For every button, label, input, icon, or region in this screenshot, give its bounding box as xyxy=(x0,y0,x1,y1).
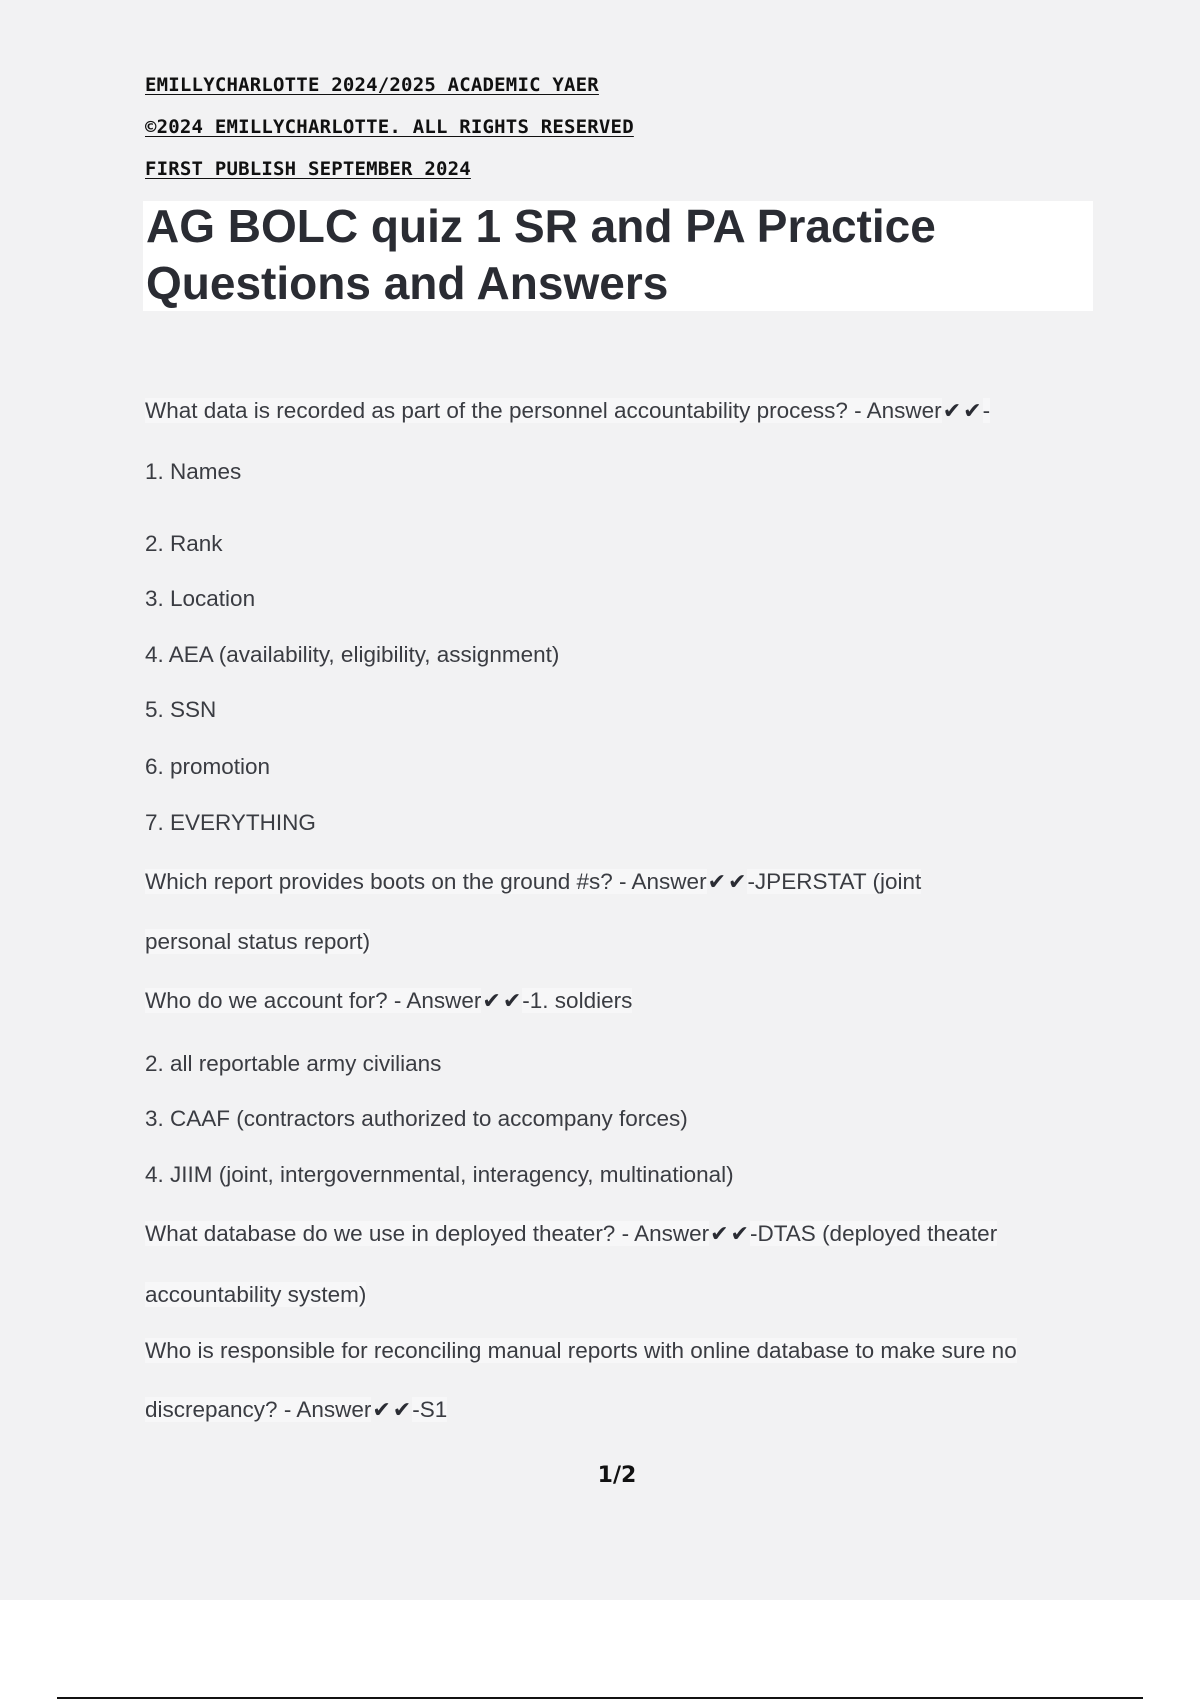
list-item: 3. Location xyxy=(145,586,256,611)
header-copyright: ©2024 EMILLYCHARLOTTE. ALL RIGHTS RESERVED xyxy=(145,116,634,138)
list-item: 4. AEA (availability, eligibility, assignment) xyxy=(145,642,560,667)
answer-text: personal status report) xyxy=(145,929,371,954)
list-item: 5. SSN xyxy=(145,697,217,722)
question-text: Which report provides boots on the ground #s? - Answer xyxy=(145,869,707,894)
page-gap xyxy=(0,1600,1200,1700)
header-publish-date: FIRST PUBLISH SEPTEMBER 2024 xyxy=(145,158,471,180)
list-item: 2. Rank xyxy=(145,531,223,556)
document-title: AG BOLC quiz 1 SR and PA Practice Questions and Answers xyxy=(146,200,936,309)
answer-continuation xyxy=(145,1282,366,1308)
question-text: Who is responsible for reconciling manual reports with online database to make sure no xyxy=(145,1338,1017,1363)
answer-text: - xyxy=(982,398,991,423)
question-text: Who do we account for? - Answer xyxy=(145,988,482,1013)
answer-text: -JPERSTAT (joint xyxy=(747,869,922,894)
list-item: 3. CAAF (contractors authorized to accompany forces) xyxy=(145,1106,688,1131)
check-icon: ✔ xyxy=(728,870,747,895)
check-icon: ✔ xyxy=(963,399,982,424)
check-icon: ✔ xyxy=(942,399,962,424)
answer-text: -S1 xyxy=(412,1397,448,1422)
question-text: What data is recorded as part of the personnel accountability process? - Answer xyxy=(145,398,942,423)
check-icon: ✔ xyxy=(482,989,501,1014)
list-item: 2. all reportable army civilians xyxy=(145,1051,442,1076)
footer-divider xyxy=(57,1697,1143,1699)
answer-text: -DTAS (deployed theater xyxy=(749,1221,998,1246)
list-item: 7. EVERYTHING xyxy=(145,810,316,835)
list-item: 6. promotion xyxy=(145,754,271,779)
question-text: discrepancy? - Answer xyxy=(145,1397,372,1422)
question-1 xyxy=(145,398,990,424)
question-2 xyxy=(145,869,921,895)
answer-continuation xyxy=(145,929,370,955)
question-5 xyxy=(145,1338,1017,1364)
check-icon: ✔ xyxy=(502,989,522,1014)
list-item: 4. JIIM (joint, intergovernmental, interagency, multinational) xyxy=(145,1162,734,1187)
check-icon: ✔ xyxy=(707,870,726,895)
header-academic-year: EMILLYCHARLOTTE 2024/2025 ACADEMIC YAER xyxy=(145,74,599,96)
question-4 xyxy=(145,1221,997,1247)
answer-text: accountability system) xyxy=(145,1282,367,1307)
check-icon: ✔ xyxy=(372,1398,391,1423)
list-item: 1. Names xyxy=(145,459,242,484)
answer-text: -1. soldiers xyxy=(522,988,633,1013)
check-icon: ✔ xyxy=(730,1222,749,1247)
question-text: What database do we use in deployed theater? - Answer xyxy=(145,1221,710,1246)
check-icon: ✔ xyxy=(392,1398,412,1423)
check-icon: ✔ xyxy=(710,1222,729,1247)
question-3 xyxy=(145,988,632,1014)
page-number: 1/2 xyxy=(597,1463,637,1488)
question-5-continuation xyxy=(145,1397,447,1423)
